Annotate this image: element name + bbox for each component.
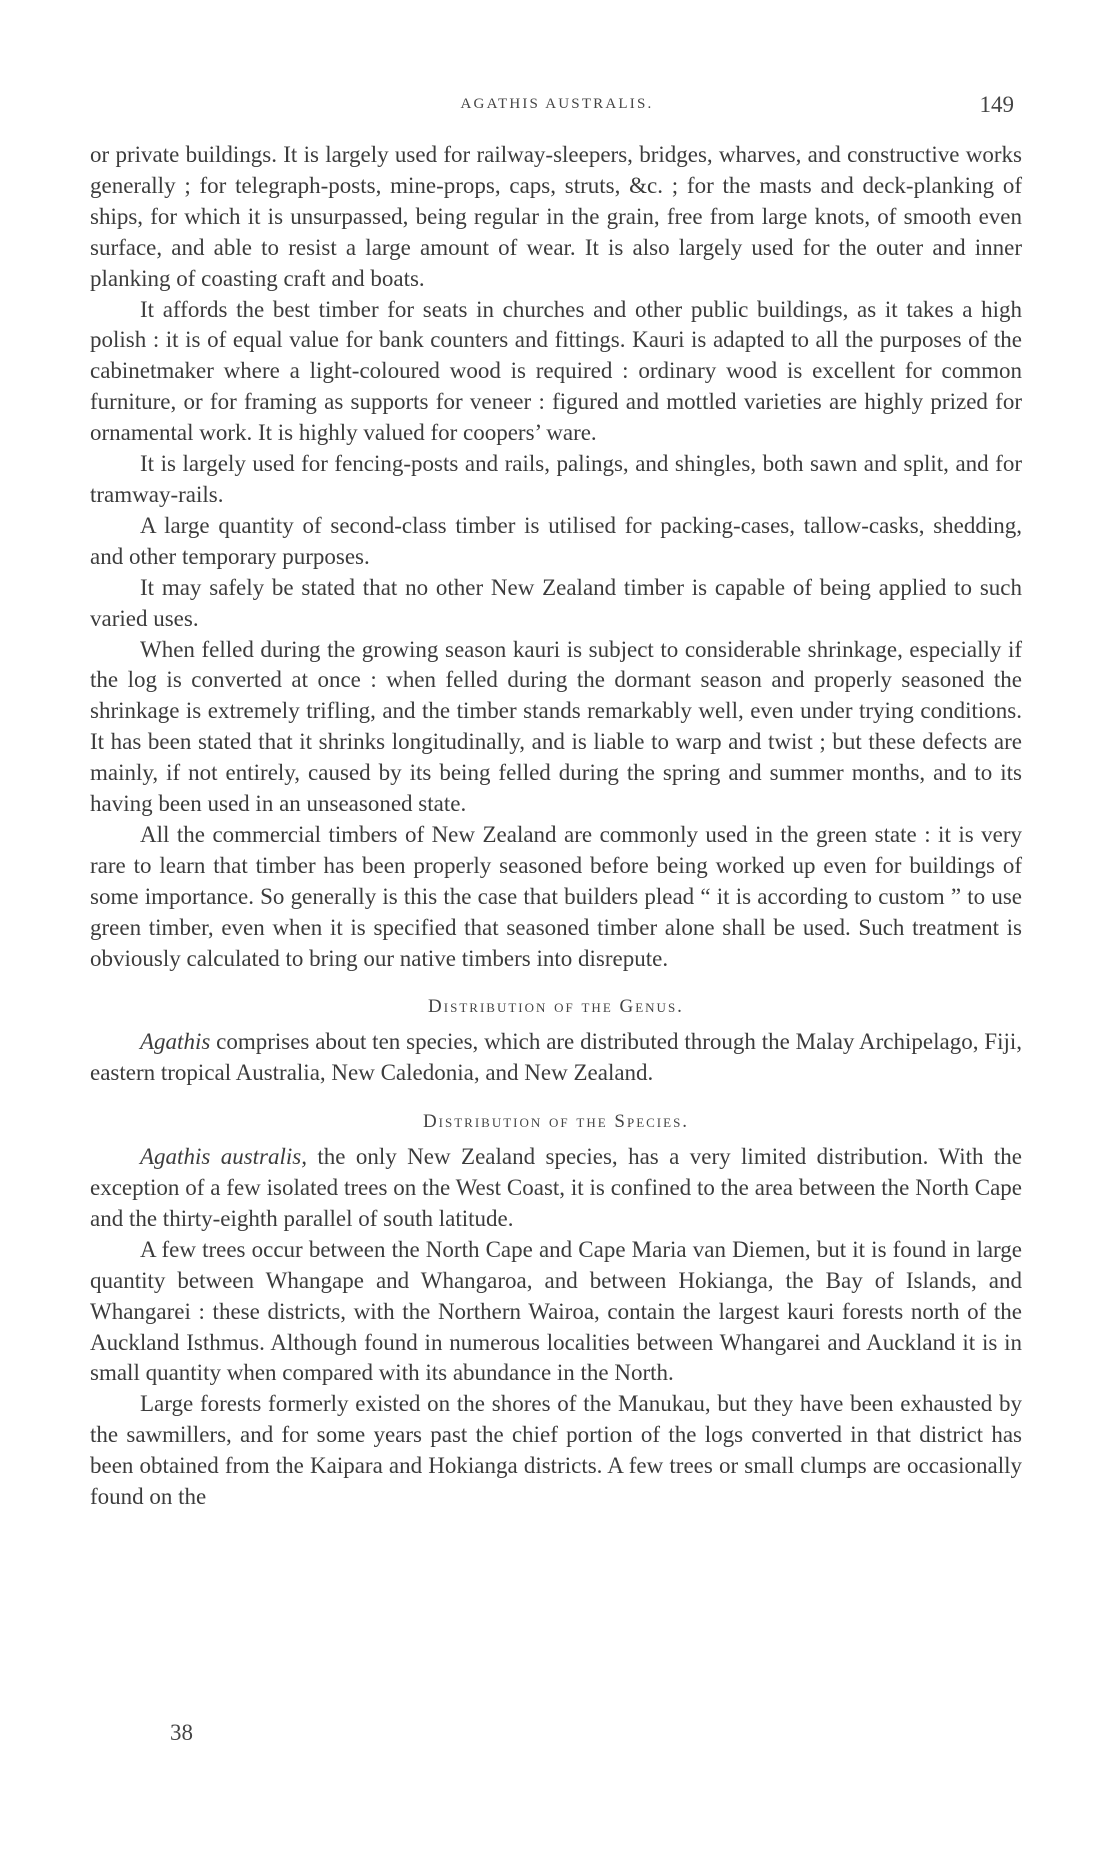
- body-text: [90, 140, 1022, 1513]
- paragraph: or private buildings. It is largely used for railway-sleepers, bridges, wharves, and constructive works generally ; for telegraph-posts, mine-props, caps, struts, &c. ; for the masts and deck-planking of ships, for which it is unsurpassed, being regular in the grain, free from large knots, of smooth even surface, and able to resist a large amount of wear. It is also largely used for the outer and inner planking of coasting craft and boats.: [90, 142, 1022, 291]
- paragraph-species: [90, 1142, 1022, 1235]
- running-head: [0, 92, 1114, 120]
- section-heading-species: Distribution of the Species.: [422, 1111, 690, 1133]
- paragraph: All the commercial timbers of New Zealand are commonly used in the green state : it is very rare to learn that timber has been properly seasoned before being worked up even for buildings of some importance. So generally is this the case that builders plead “ it is according to custom ” to use green timber, even when it is specified that seasoned timber alone shall be used. Such treatment is obviously calculated to bring our native timbers into disrepute.: [90, 821, 1022, 971]
- running-title: AGATHIS AUSTRALIS.: [460, 96, 654, 112]
- paragraph: When felled during the growing season kauri is subject to considerable shrinkage, especially if the log is converted at once : when felled during the dormant season and properly seasoned the shrinkage is extremely trifling, and the timber stands remarkably well, even under trying conditions. It has been stated that it shrinks longitudinally, and is liable to warp and twist ; but these defects are mainly, if not entirely, caused by its being felled during the spring and summer months, and to its having been used in an unseasoned state.: [90, 636, 1022, 817]
- paragraph-genus: [90, 1027, 1022, 1089]
- paragraph: A few trees occur between the North Cape and Cape Maria van Diemen, but it is found in large quantity between Whangape and Whangaroa, and between Hokianga, the Bay of Islands, and Whangarei : these districts, with the Northern Wairoa, contain the largest kauri forests north of the Auckland Isthmus. Although found in numerous localities between Whangarei and Auckland it is in small quantity when compared with its abundance in the North.: [90, 1236, 1022, 1386]
- species-name-italic: Agathis australis,: [140, 1144, 307, 1170]
- signature-mark: 38: [170, 1720, 193, 1745]
- paragraph: It is largely used for fencing-posts and rails, palings, and shingles, both sawn and split, and for tramway-rails.: [90, 451, 1022, 507]
- paragraph: Large forests formerly existed on the shores of the Manukau, but they have been exhausted by the sawmillers, and for some years past the chief portion of the logs converted in that district has been obtained from the Kaipara and Hokianga districts. A few trees or small clumps are occasionally found on the: [90, 1391, 1022, 1510]
- species-text: the only New Zealand species, has a very limited distribution. With the exception of a few isolated trees on the West Coast, it is confined to the area between the North Cape and the thirty-eighth parallel of south latitude.: [90, 1144, 1022, 1231]
- genus-name-italic: Agathis: [140, 1029, 211, 1055]
- page-number: 149: [979, 92, 1014, 117]
- section-heading-genus: Distribution of the Genus.: [428, 996, 684, 1018]
- paragraph: It may safely be stated that no other New Zealand timber is capable of being applied to such varied uses.: [90, 574, 1022, 631]
- paragraph: A large quantity of second-class timber is utilised for packing-cases, tallow-casks, shedding, and other temporary purposes.: [90, 512, 1022, 569]
- genus-text: comprises about ten species, which are distributed through the Malay Archipelago, Fiji, eastern tropical Australia, New Caledonia, and New Zealand.: [90, 1029, 1022, 1086]
- paragraph: It affords the best timber for seats in churches and other public buildings, as it takes a high polish : it is of equal value for bank counters and fittings. Kauri is adapted to all the purposes of the cabinetmaker where a light-coloured wood is required : ordinary wood is excellent for common furniture, or for framing as supports for veneer : figured and mottled varieties are highly prized for ornamental work. It is highly valued for coopers’ ware.: [90, 296, 1022, 446]
